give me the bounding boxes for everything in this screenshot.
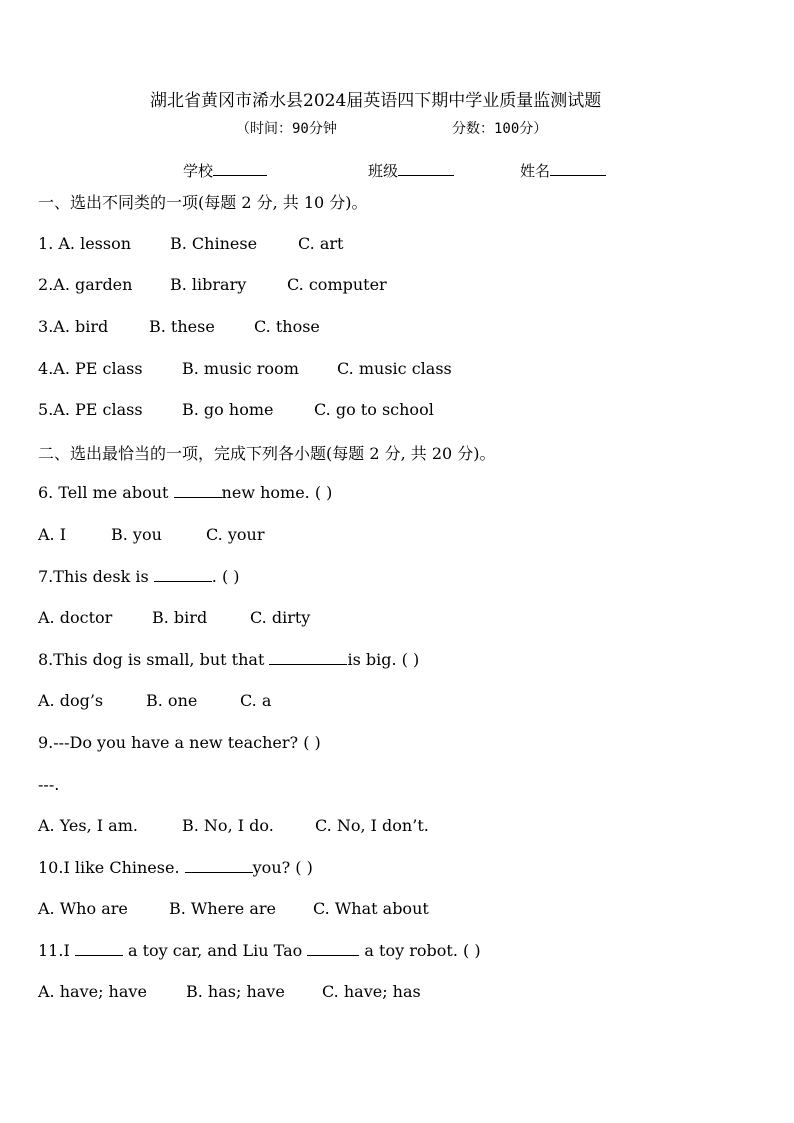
question-3: 3.A. bird (38, 317, 109, 336)
option-b[interactable]: B. music room (182, 359, 299, 378)
question-10: 10.I like Chinese. you? ( ) (38, 858, 313, 877)
option-c[interactable]: C. computer (287, 275, 387, 294)
answer-blank[interactable] (75, 941, 123, 956)
option-c[interactable]: C. What about (313, 899, 429, 918)
class-field[interactable] (368, 160, 454, 181)
option-b[interactable]: B. you (111, 525, 162, 544)
school-field[interactable] (183, 160, 267, 181)
option-b[interactable]: B. Chinese (170, 234, 258, 253)
option-a[interactable]: A. dog’s (38, 691, 104, 710)
option-b[interactable]: B. go home (182, 400, 274, 419)
question-5: 5.A. PE class (38, 400, 143, 419)
question-8: 8.This dog is small, but that is big. ( ) (38, 650, 420, 669)
question-6: 6. Tell me about new home. ( ) (38, 483, 333, 502)
name-blank[interactable] (550, 161, 606, 176)
option-a[interactable]: A. PE class (53, 400, 143, 419)
option-b[interactable]: B. one (146, 691, 198, 710)
exam-time: （时间：90分钟 (236, 121, 337, 137)
page-title: 湖北省黄冈市浠水县2024届英语四下期中学业质量监测试题 (150, 91, 602, 111)
name-field[interactable] (520, 160, 606, 181)
option-a[interactable]: A. bird (53, 317, 109, 336)
class-blank[interactable] (398, 161, 454, 176)
option-b[interactable]: B. has; have (186, 982, 285, 1001)
option-b[interactable]: B. these (149, 317, 215, 336)
question-9: 9.---Do you have a new teacher? ( ) (38, 733, 321, 752)
question-4: 4.A. PE class (38, 359, 143, 378)
option-a[interactable]: A. PE class (53, 359, 143, 378)
answer-blank[interactable] (154, 567, 212, 582)
section2-heading: 二、选出最恰当的一项，完成下列各小题(每题 2 分, 共 20 分)。 (38, 444, 496, 463)
option-c[interactable]: C. dirty (250, 608, 311, 627)
option-a[interactable]: A. Yes, I am. (38, 816, 138, 835)
option-c[interactable]: C. No, I don’t. (315, 816, 429, 835)
exam-score: 分数：100分） (452, 121, 548, 137)
option-c[interactable]: C. art (298, 234, 344, 253)
question-2: 2.A. garden (38, 275, 133, 294)
answer-line: ---. (38, 775, 60, 794)
option-b[interactable]: B. library (170, 275, 247, 294)
option-c[interactable]: C. a (240, 691, 272, 710)
school-blank[interactable] (213, 161, 267, 176)
option-a[interactable]: A. garden (53, 275, 133, 294)
option-a[interactable]: A. lesson (58, 234, 132, 253)
answer-blank[interactable] (174, 483, 222, 498)
option-c[interactable]: C. your (206, 525, 265, 544)
class-label: 班级 (368, 162, 399, 180)
option-c[interactable]: C. go to school (314, 400, 434, 419)
option-a[interactable]: A. I (38, 525, 67, 544)
answer-blank[interactable] (307, 941, 359, 956)
option-a[interactable]: A. doctor (38, 608, 113, 627)
school-label: 学校 (183, 162, 214, 180)
option-c[interactable]: C. music class (337, 359, 452, 378)
question-7: 7.This desk is . ( ) (38, 567, 240, 586)
option-a[interactable]: A. have; have (38, 982, 147, 1001)
answer-blank[interactable] (185, 858, 253, 873)
option-a[interactable]: A. Who are (38, 899, 128, 918)
option-b[interactable]: B. No, I do. (182, 816, 274, 835)
option-b[interactable]: B. Where are (169, 899, 277, 918)
option-c[interactable]: C. have; has (322, 982, 421, 1001)
name-label: 姓名 (520, 162, 551, 180)
option-c[interactable]: C. those (254, 317, 320, 336)
question-11: 11.I a toy car, and Liu Tao a toy robot. ( ) (38, 941, 481, 960)
question-1: 1. A. lesson (38, 234, 132, 253)
answer-blank[interactable] (269, 650, 347, 665)
section1-heading: 一、选出不同类的一项(每题 2 分, 共 10 分)。 (38, 193, 368, 212)
option-b[interactable]: B. bird (152, 608, 208, 627)
